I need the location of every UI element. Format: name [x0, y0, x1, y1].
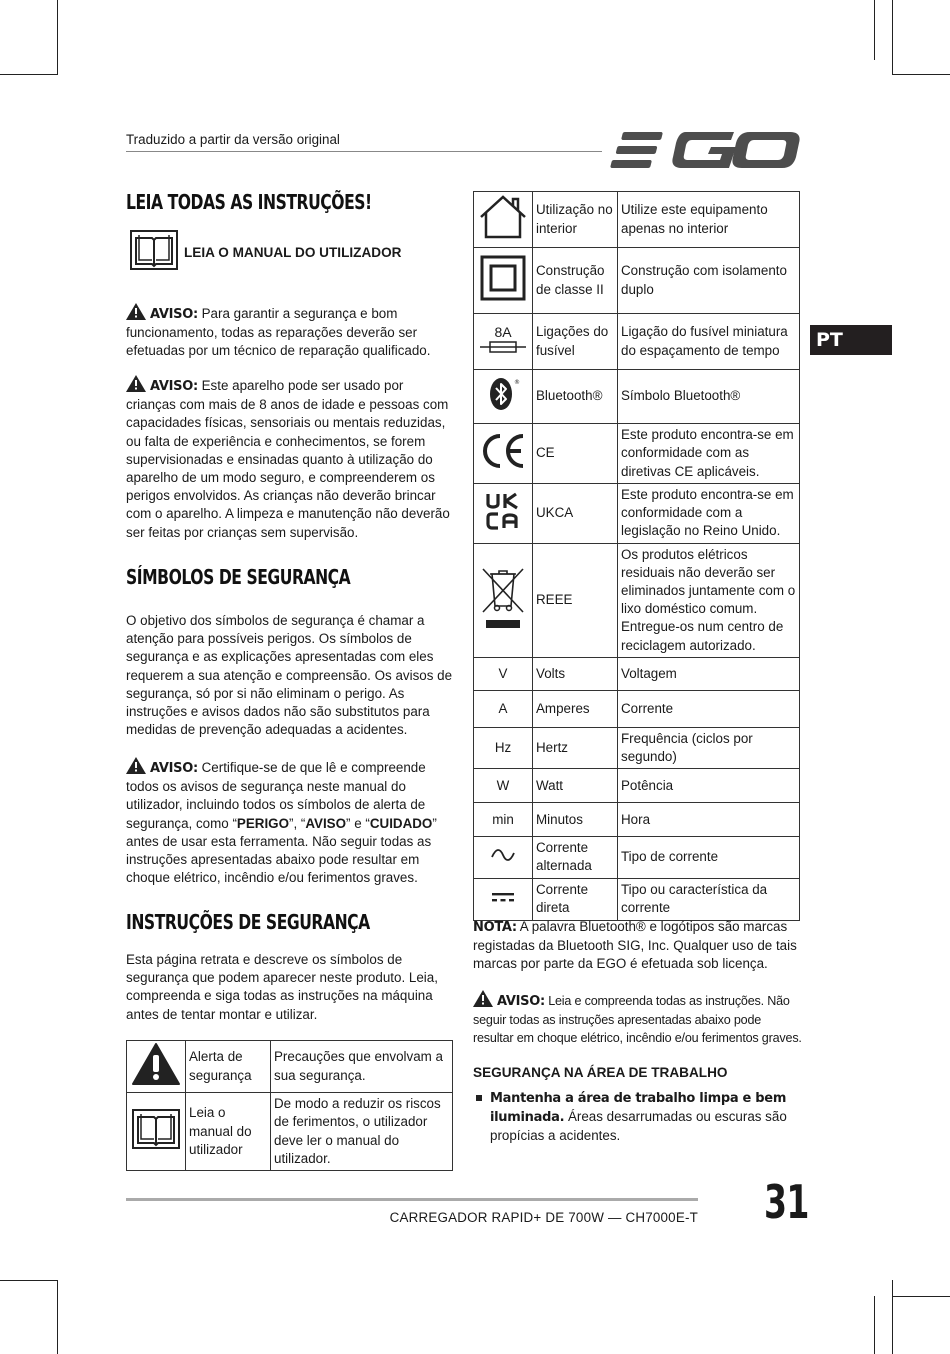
- fuse-rating: 8A: [494, 323, 512, 340]
- symbol-name: REEE: [533, 543, 618, 657]
- right-symbol-table: [473, 191, 800, 921]
- header-subtitle: Traduzido a partir da versão original: [126, 132, 340, 147]
- left-symbol-table: [126, 1040, 453, 1171]
- svg-text:®: ®: [514, 378, 520, 386]
- table-row: [474, 727, 800, 768]
- crop-mark: [0, 74, 58, 75]
- table-row: [474, 248, 800, 314]
- crop-mark: [57, 1280, 58, 1354]
- symbols-paragraph: O objetivo dos símbolos de segurança é chamar a atenção para possíveis perigos. Os símbolos de segurança e as explicações apresentadas com eles requerem a sua atenção e compreensão. Os avisos de segurança, só por si não eliminam o perigo. As instruções e avisos dados não são substitutos para medidas de prevenção adequadas a acidentes.: [126, 613, 453, 738]
- symbol-desc: Tipo ou característica da corrente: [618, 878, 800, 920]
- warning-instructions: [473, 990, 803, 1048]
- crop-mark: [874, 0, 875, 60]
- symbol-desc: Potência: [618, 769, 800, 803]
- symbol-desc: De modo a reduzir os riscos de ferimentos, o utilizador deve ler o manual do utilizador.: [271, 1093, 453, 1171]
- warning-label: AVISO:: [150, 307, 198, 322]
- symbol-name: Corrente direta: [533, 878, 618, 920]
- table-row: [474, 424, 800, 484]
- symbol-desc: Frequência (ciclos por segundo): [618, 727, 800, 768]
- symbol-name: Bluetooth®: [533, 370, 618, 424]
- ce-mark-icon: [479, 431, 527, 471]
- symbol-desc: Precauções que envolvam a sua segurança.: [271, 1041, 453, 1093]
- heading-safety-symbols: SÍMBOLOS DE SEGURANÇA: [126, 565, 351, 589]
- symbol-desc: Hora: [618, 803, 800, 837]
- note-label: NOTA:: [473, 920, 517, 935]
- symbol-unit: Hz: [474, 727, 533, 768]
- crop-mark: [0, 1280, 58, 1281]
- crop-mark: [874, 1296, 875, 1354]
- symbol-unit: min: [474, 803, 533, 837]
- symbol-desc: Construção com isolamento duplo: [618, 248, 800, 314]
- warning-repairs: [126, 303, 456, 361]
- read-manual-label: LEIA O MANUAL DO UTILIZADOR: [184, 245, 402, 260]
- symbol-name: Alerta de segurança: [186, 1041, 271, 1093]
- table-row: [474, 314, 800, 370]
- bullet-icon: [476, 1095, 482, 1101]
- symbol-desc: Ligação do fusível miniatura do espaçamento de tempo: [618, 314, 800, 370]
- manual-book-icon: [132, 1109, 180, 1149]
- warning-text: ” antes de usar esta ferramenta. Não seguir todas as instruções apresentadas abaixo pode resultar em choque elétrico, incêndio e/ou ferimentos graves.: [126, 815, 437, 886]
- warning-text: Para garantir a segurança e bom funcionamento, todas as reparações deverão ser efetuadas por um técnico de reparação qualificado.: [126, 306, 431, 359]
- table-row: [474, 543, 800, 657]
- table-row: [474, 370, 800, 424]
- signal-word-perigo: PERIGO: [236, 815, 289, 831]
- symbol-name: CE: [533, 424, 618, 484]
- symbol-name: Minutos: [533, 803, 618, 837]
- symbol-name: UKCA: [533, 484, 618, 544]
- symbol-unit: V: [474, 657, 533, 690]
- symbol-desc: Símbolo Bluetooth®: [618, 370, 800, 424]
- symbol-cell: [127, 1093, 186, 1171]
- table-row: [474, 484, 800, 544]
- table-row: [474, 690, 800, 727]
- indoor-house-icon: [478, 195, 528, 239]
- crop-mark: [892, 1280, 893, 1354]
- ac-current-icon: [490, 848, 516, 862]
- symbol-cell: [474, 878, 533, 920]
- table-row: [474, 192, 800, 248]
- symbol-cell: [474, 837, 533, 878]
- symbol-cell: [474, 424, 533, 484]
- ukca-mark-icon: [485, 492, 521, 530]
- heading-safety-instructions: INSTRUÇÕES DE SEGURANÇA: [126, 910, 370, 934]
- symbol-desc: Tipo de corrente: [618, 837, 800, 878]
- table-row: [474, 837, 800, 878]
- signal-word-aviso: AVISO: [305, 815, 347, 831]
- symbol-cell: [474, 543, 533, 657]
- ego-logo: [616, 128, 800, 172]
- symbol-cell: [474, 248, 533, 314]
- warning-triangle-icon: [473, 990, 493, 1007]
- warning-triangle-icon: [126, 375, 146, 392]
- warning-text: ”, “: [289, 815, 306, 831]
- bullet-text: Áreas desarrumadas ou escuras são propícias a acidentes.: [490, 1109, 787, 1144]
- bluetooth-icon: [488, 376, 518, 412]
- crop-mark: [892, 74, 950, 75]
- warning-text: ” e “: [346, 815, 370, 831]
- page-number: 31: [764, 1175, 809, 1229]
- warning-label: AVISO:: [497, 994, 545, 1009]
- warning-text: Certifique-se de que lê e compreende todos os avisos de segurança neste manual do utilizador, incluindo todos os símbolos de alerta de segurança, como “: [126, 760, 426, 831]
- symbol-unit: A: [474, 690, 533, 727]
- warning-children: [126, 375, 456, 542]
- class-ii-icon: [480, 255, 526, 301]
- note-text: A palavra Bluetooth® e logótipos são marcas registadas da Bluetooth SIG, Inc. Qualquer uso de tais marcas por parte da EGO é efetuada sob licença.: [473, 919, 797, 972]
- symbol-unit: W: [474, 769, 533, 803]
- symbol-name: Construção de classe II: [533, 248, 618, 314]
- table-row: [127, 1041, 453, 1093]
- signal-word-cuidado: CUIDADO: [369, 815, 433, 831]
- table-row: [474, 657, 800, 690]
- warning-label: AVISO:: [150, 761, 198, 776]
- symbol-cell: [474, 314, 533, 370]
- symbol-desc: Voltagem: [618, 657, 800, 690]
- symbol-desc: Este produto encontra-se em conformidade com as diretivas CE aplicáveis.: [618, 424, 800, 484]
- heading-work-area: SEGURANÇA NA ÁREA DE TRABALHO: [473, 1065, 728, 1080]
- symbol-desc: Este produto encontra-se em conformidade com a legislação no Reino Unido.: [618, 484, 800, 544]
- symbol-name: Corrente alternada: [533, 837, 618, 878]
- warning-text: Leia e compreenda todas as instruções. Não seguir todas as instruções apresentadas abaixo pode resultar em choque elétrico, incêndio e/ou ferimentos graves.: [473, 994, 802, 1046]
- footer-product: CARREGADOR RAPID+ DE 700W — CH7000E-T: [389, 1210, 698, 1225]
- crop-mark: [892, 0, 893, 75]
- table-row: [474, 803, 800, 837]
- note-bluetooth: [473, 918, 803, 974]
- symbol-name: Utilização no interior: [533, 192, 618, 248]
- fuse-icon: [479, 340, 527, 354]
- symbol-name: Ligações do fusível: [533, 314, 618, 370]
- language-tab: PT: [810, 325, 892, 355]
- crop-mark: [57, 0, 58, 75]
- symbol-name: Leia o manual do utilizador: [186, 1093, 271, 1171]
- symbol-name: Amperes: [533, 690, 618, 727]
- header-rule: [126, 151, 602, 152]
- symbol-cell: [474, 484, 533, 544]
- warning-triangle-icon: [126, 757, 146, 774]
- list-item: [474, 1089, 800, 1146]
- warning-read-all: [126, 757, 456, 887]
- safety-alert-icon: [132, 1043, 180, 1085]
- heading-read-all: LEIA TODAS AS INSTRUÇÕES!: [126, 190, 372, 214]
- table-row: [127, 1093, 453, 1171]
- bullet-bold: Mantenha a área de trabalho limpa e bem iluminada.: [490, 1091, 787, 1126]
- crop-mark: [892, 1296, 950, 1297]
- symbol-cell: [474, 192, 533, 248]
- symbol-cell: [127, 1041, 186, 1093]
- symbol-desc: Utilize este equipamento apenas no interior: [618, 192, 800, 248]
- footer-rule: [126, 1198, 698, 1201]
- weee-bin-icon: [480, 566, 526, 630]
- warning-text: Este aparelho pode ser usado por crianças com mais de 8 anos de idade e pessoas com capacidades físicas, sensoriais ou mentais reduzidas, ou falta de experiência e conhecimentos, se forem supervisionadas e ensinadas quanto à utilização do aparelho de um modo seguro, e compreenderem os perigos envolvidos. As crianças não deverão brincar com o aparelho. A limpeza e manutenção não deverão ser feitas por crianças sem supervisão.: [126, 378, 450, 540]
- symbol-cell: [474, 370, 533, 424]
- instructions-paragraph: Esta página retrata e descreve os símbolos de segurança que podem aparecer neste produto. Leia, compreenda e siga todas as instruções na máquina antes de tentar montar e utilizar.: [126, 952, 438, 1022]
- warning-label: AVISO:: [150, 379, 198, 394]
- manual-book-icon: [130, 230, 178, 275]
- warning-triangle-icon: [126, 303, 146, 320]
- symbol-name: Watt: [533, 769, 618, 803]
- symbol-desc: Os produtos elétricos residuais não deverão ser eliminados juntamente com o lixo doméstico comum. Entregue-os num centro de reciclagem autorizado.: [618, 543, 800, 657]
- table-row: [474, 769, 800, 803]
- symbol-name: Volts: [533, 657, 618, 690]
- dc-current-icon: [491, 891, 515, 903]
- symbol-name: Hertz: [533, 727, 618, 768]
- symbol-desc: Corrente: [618, 690, 800, 727]
- table-row: [474, 878, 800, 920]
